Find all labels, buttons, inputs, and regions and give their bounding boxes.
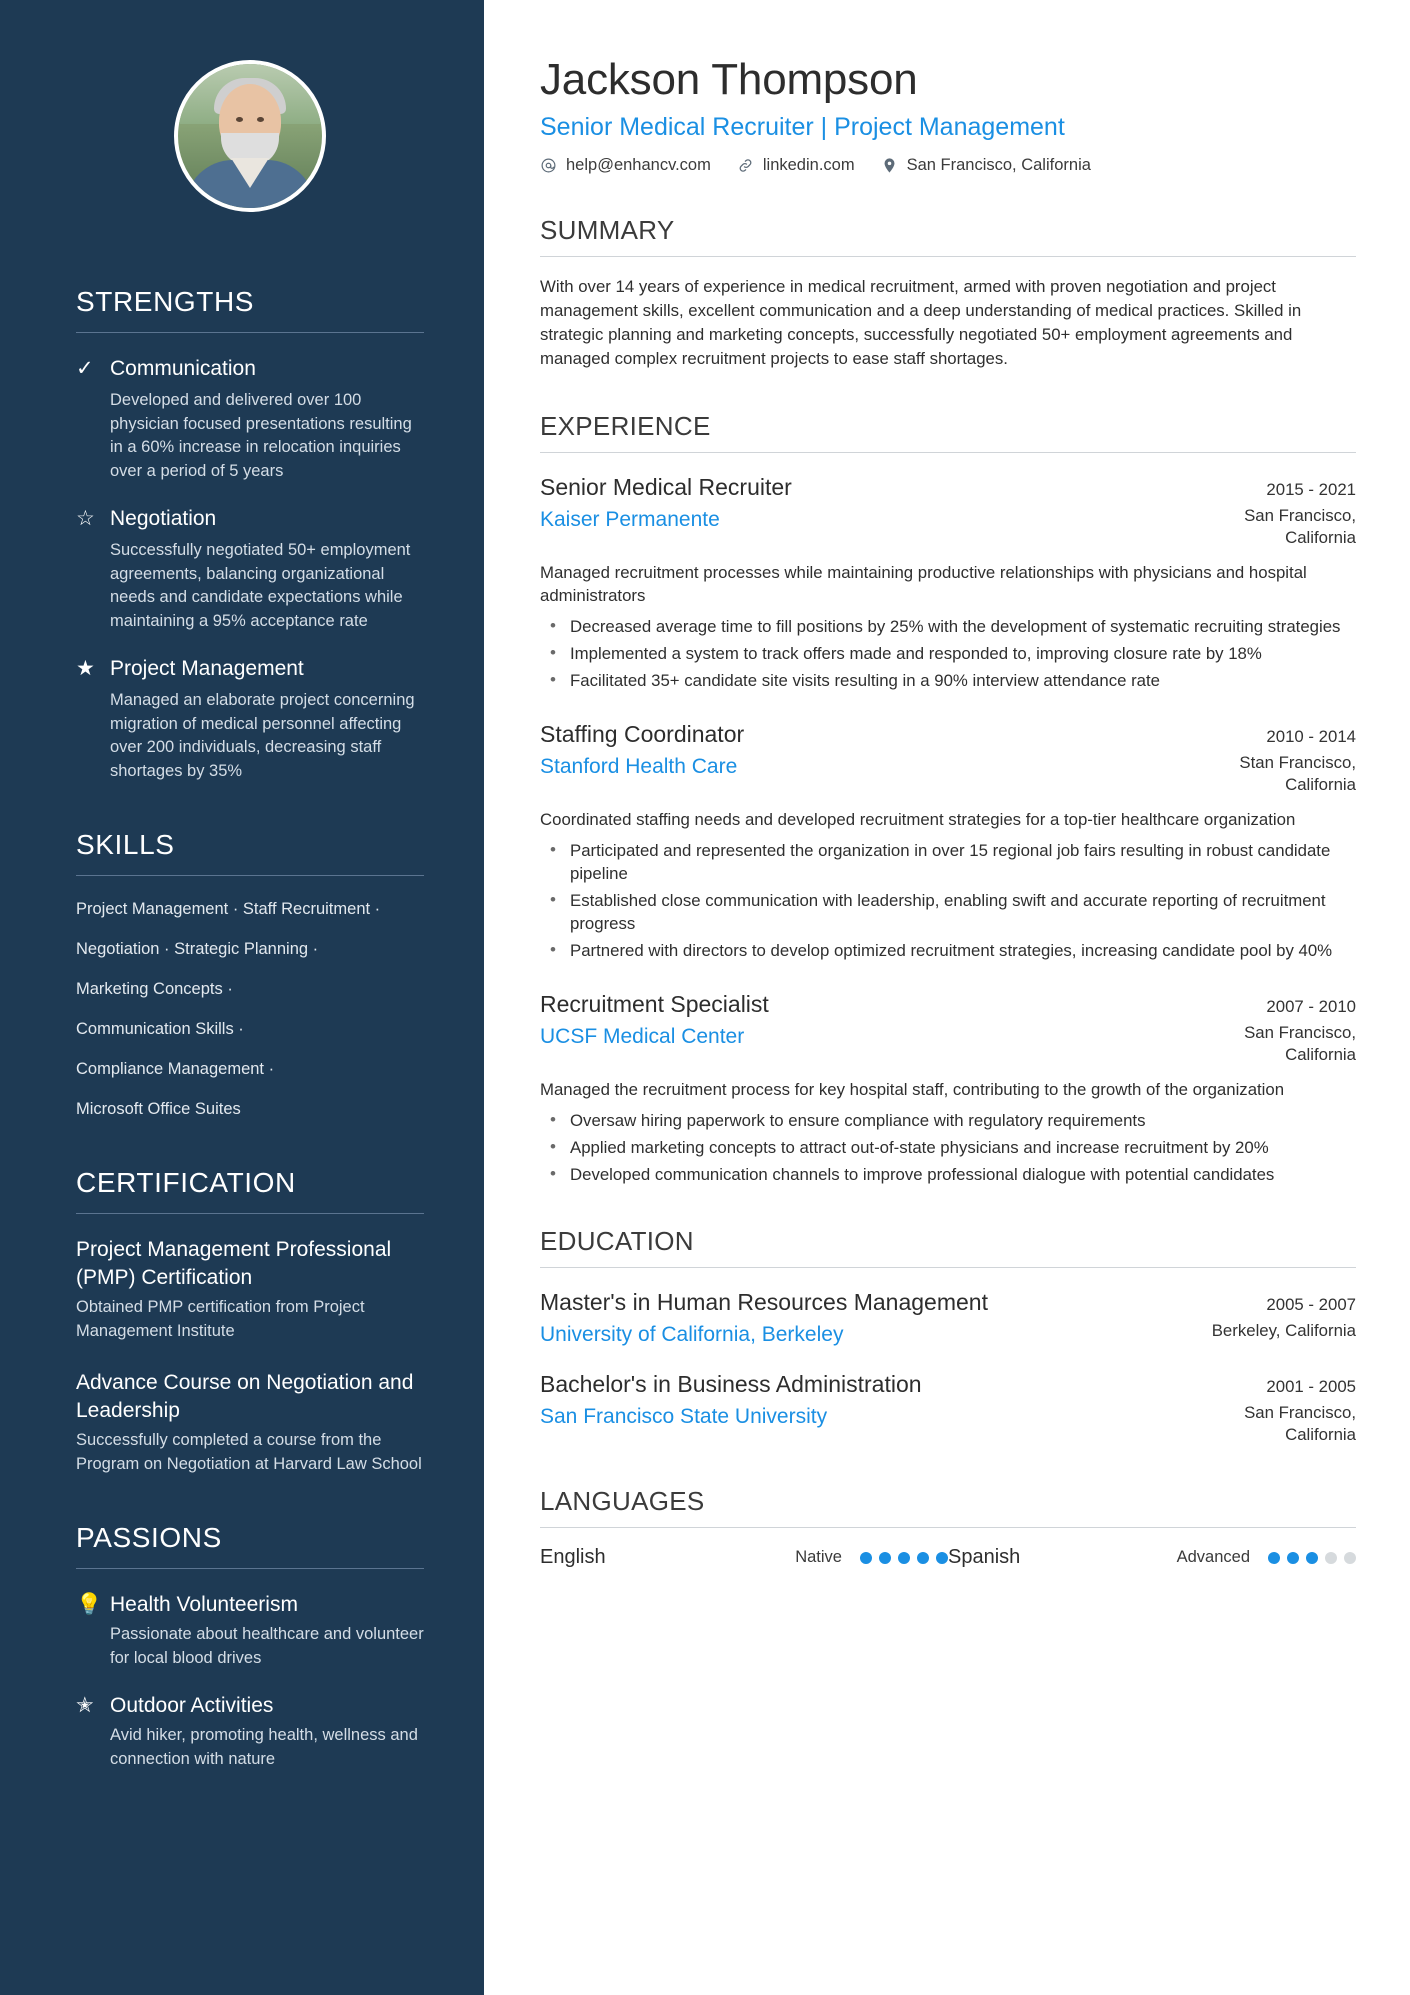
strength-item (76, 355, 424, 483)
job-location: San Francisco, California (1244, 506, 1356, 547)
sidebar (0, 0, 484, 1995)
language-list (540, 1546, 1356, 1569)
certification-title: Advance Course on Negotiation and Leadership (76, 1371, 414, 1422)
job-company[interactable]: Kaiser Permanente (540, 508, 720, 531)
section-certification (76, 1167, 424, 1476)
passion-desc: Avid hiker, promoting health, wellness and connection with nature (110, 1726, 418, 1768)
skill-line: Project Management · Staff Recruitment · (76, 900, 381, 918)
job-title: Recruitment Specialist (540, 991, 769, 1017)
certification-item (76, 1369, 424, 1476)
experience-item (540, 471, 1356, 692)
education-date: 2005 - 2007 (1266, 1295, 1356, 1314)
job-bullets (540, 1109, 1356, 1186)
language-level: Advanced (1176, 1548, 1250, 1566)
certification-title: Project Management Professional (PMP) Certification (76, 1238, 392, 1289)
education-item (540, 1368, 1356, 1446)
contact-linkedin-text: linkedin.com (762, 156, 855, 174)
skill-line: Marketing Concepts · (76, 980, 233, 998)
email-icon (540, 157, 557, 174)
education-location: San Francisco, California (1244, 1403, 1356, 1444)
job-summary: Managed recruitment processes while maintaining productive relationships with physicians and hospital administrators (540, 563, 1307, 605)
divider (540, 256, 1356, 257)
lightbulb-icon: 💡 (76, 1593, 103, 1616)
job-date: 2015 - 2021 (1266, 480, 1356, 499)
job-bullet: • Applied marketing concepts to attract out-of-state physicians and increase recruitment by 20% (540, 1136, 1356, 1159)
certification-heading: CERTIFICATION (76, 1167, 296, 1198)
language-item (540, 1546, 948, 1569)
strength-title: Negotiation (110, 507, 217, 530)
skill-line: Communication Skills · (76, 1020, 244, 1038)
job-bullets (540, 615, 1356, 692)
star-outline-icon: ☆ (76, 507, 95, 530)
certification-item (76, 1236, 424, 1343)
divider (76, 1213, 424, 1214)
summary-text: With over 14 years of experience in medical recruitment, armed with proven negotiation and project management skills, excellent communication and a deep understanding of medical practices. Skilled in strategic planning and marketing concepts, successfully negotiated 50+ employment agreements and managed complex recruitment projects to ease staff shortages. (540, 277, 1302, 368)
job-bullet: • Implemented a system to track offers made and responded to, improving closure rate by 18% (540, 642, 1356, 665)
job-bullet: • Participated and represented the organization in over 15 regional job fairs resulting in robust candidate pipeline (540, 839, 1356, 885)
contact-email-text: help@enhancv.com (566, 156, 711, 174)
section-summary (540, 215, 1356, 371)
skill-line: Negotiation · Strategic Planning · (76, 940, 319, 958)
divider (540, 1527, 1356, 1528)
job-bullet: • Partnered with directors to develop optimized recruitment strategies, increasing candidate pool by 40% (540, 939, 1356, 962)
job-bullet: • Facilitated 35+ candidate site visits resulting in a 90% interview attendance rate (540, 669, 1356, 692)
job-date: 2007 - 2010 (1266, 997, 1356, 1016)
job-bullet: • Decreased average time to fill positions by 25% with the development of systematic recruiting strategies (540, 615, 1356, 638)
language-name: Spanish (948, 1546, 1021, 1568)
job-bullets (540, 839, 1356, 962)
experience-heading: EXPERIENCE (540, 411, 711, 441)
education-degree: Bachelor's in Business Administration (540, 1371, 922, 1397)
strength-item (76, 505, 424, 633)
education-school[interactable]: University of California, Berkeley (540, 1323, 844, 1346)
strength-desc: Managed an elaborate project concerning migration of medical personnel affecting over 200 individuals, decreasing staff shortages by 35% (110, 691, 415, 780)
education-school[interactable]: San Francisco State University (540, 1405, 828, 1428)
experience-item (540, 718, 1356, 962)
languages-heading: LANGUAGES (540, 1486, 705, 1516)
passion-desc: Passionate about healthcare and volunteer for local blood drives (110, 1625, 424, 1667)
job-company[interactable]: UCSF Medical Center (540, 1025, 745, 1048)
passion-item (76, 1591, 424, 1670)
education-item (540, 1286, 1356, 1350)
divider (76, 332, 424, 333)
professional-headline: Senior Medical Recruiter | Project Management (540, 113, 1065, 141)
passion-item (76, 1692, 424, 1771)
strength-desc: Developed and delivered over 100 physician focused presentations resulting in a 60% increase in relocation inquiries over a period of 5 years (110, 391, 412, 480)
certification-desc: Obtained PMP certification from Project Management Institute (76, 1298, 365, 1340)
education-location: Berkeley, California (1211, 1321, 1356, 1340)
link-icon (737, 157, 754, 174)
skill-line: Microsoft Office Suites (76, 1100, 241, 1118)
strength-title: Communication (110, 357, 256, 380)
hiking-star-icon: ✭ (76, 1694, 94, 1717)
job-title: Staffing Coordinator (540, 721, 745, 747)
section-strengths (76, 286, 424, 783)
resume-header (540, 52, 1356, 175)
avatar (174, 60, 326, 212)
divider (76, 875, 424, 876)
divider (76, 1568, 424, 1569)
avatar-wrapper (76, 60, 424, 212)
summary-heading: SUMMARY (540, 215, 675, 245)
location-pin-icon (881, 157, 898, 174)
experience-item (540, 988, 1356, 1186)
strength-desc: Successfully negotiated 50+ employment agreements, balancing organizational needs and candidate expectations while maintaining a 95% acceptance rate (110, 541, 411, 630)
job-summary: Managed the recruitment process for key hospital staff, contributing to the growth of the organization (540, 1080, 1285, 1099)
education-degree: Master's in Human Resources Management (540, 1289, 988, 1315)
contact-list (540, 156, 1356, 175)
divider (540, 1267, 1356, 1268)
section-languages (540, 1486, 1356, 1569)
section-passions (76, 1522, 424, 1771)
passion-title: Health Volunteerism (110, 1593, 298, 1616)
contact-location (881, 156, 1091, 175)
job-summary: Coordinated staffing needs and developed recruitment strategies for a top-tier healthcare organization (540, 810, 1296, 829)
passions-heading: PASSIONS (76, 1522, 222, 1553)
strength-item (76, 655, 424, 783)
star-filled-icon: ★ (76, 657, 95, 680)
language-item (948, 1546, 1356, 1569)
strengths-heading: STRENGTHS (76, 286, 255, 317)
language-level: Native (795, 1548, 842, 1566)
job-bullet: • Developed communication channels to improve professional dialogue with potential candidates (540, 1163, 1356, 1186)
job-location: San Francisco, California (1244, 1023, 1356, 1064)
job-bullet: • Oversaw hiring paperwork to ensure compliance with regulatory requirements (540, 1109, 1356, 1132)
language-rating (1268, 1552, 1356, 1564)
main-content (484, 0, 1410, 1995)
job-date: 2010 - 2014 (1266, 727, 1356, 746)
job-bullet: • Established close communication with leadership, enabling swift and accurate reporting of recruitment progress (540, 889, 1356, 935)
job-title: Senior Medical Recruiter (540, 474, 792, 500)
job-company[interactable]: Stanford Health Care (540, 755, 738, 778)
job-location: Stan Francisco, California (1239, 753, 1356, 794)
language-rating (860, 1552, 948, 1564)
skill-line: Compliance Management · (76, 1060, 275, 1078)
language-name: English (540, 1546, 606, 1568)
strength-title: Project Management (110, 657, 304, 680)
contact-email[interactable] (540, 156, 711, 175)
divider (540, 452, 1356, 453)
contact-location-text: San Francisco, California (906, 156, 1091, 174)
section-skills (76, 829, 424, 1121)
passion-title: Outdoor Activities (110, 1694, 274, 1717)
page-title: Jackson Thompson (540, 55, 918, 104)
check-icon: ✓ (76, 357, 94, 380)
education-date: 2001 - 2005 (1266, 1377, 1356, 1396)
skills-heading: SKILLS (76, 829, 175, 860)
certification-desc: Successfully completed a course from the Program on Negotiation at Harvard Law School (76, 1431, 422, 1473)
education-heading: EDUCATION (540, 1226, 694, 1256)
section-experience (540, 411, 1356, 1186)
section-education (540, 1226, 1356, 1446)
contact-linkedin[interactable] (737, 156, 855, 175)
